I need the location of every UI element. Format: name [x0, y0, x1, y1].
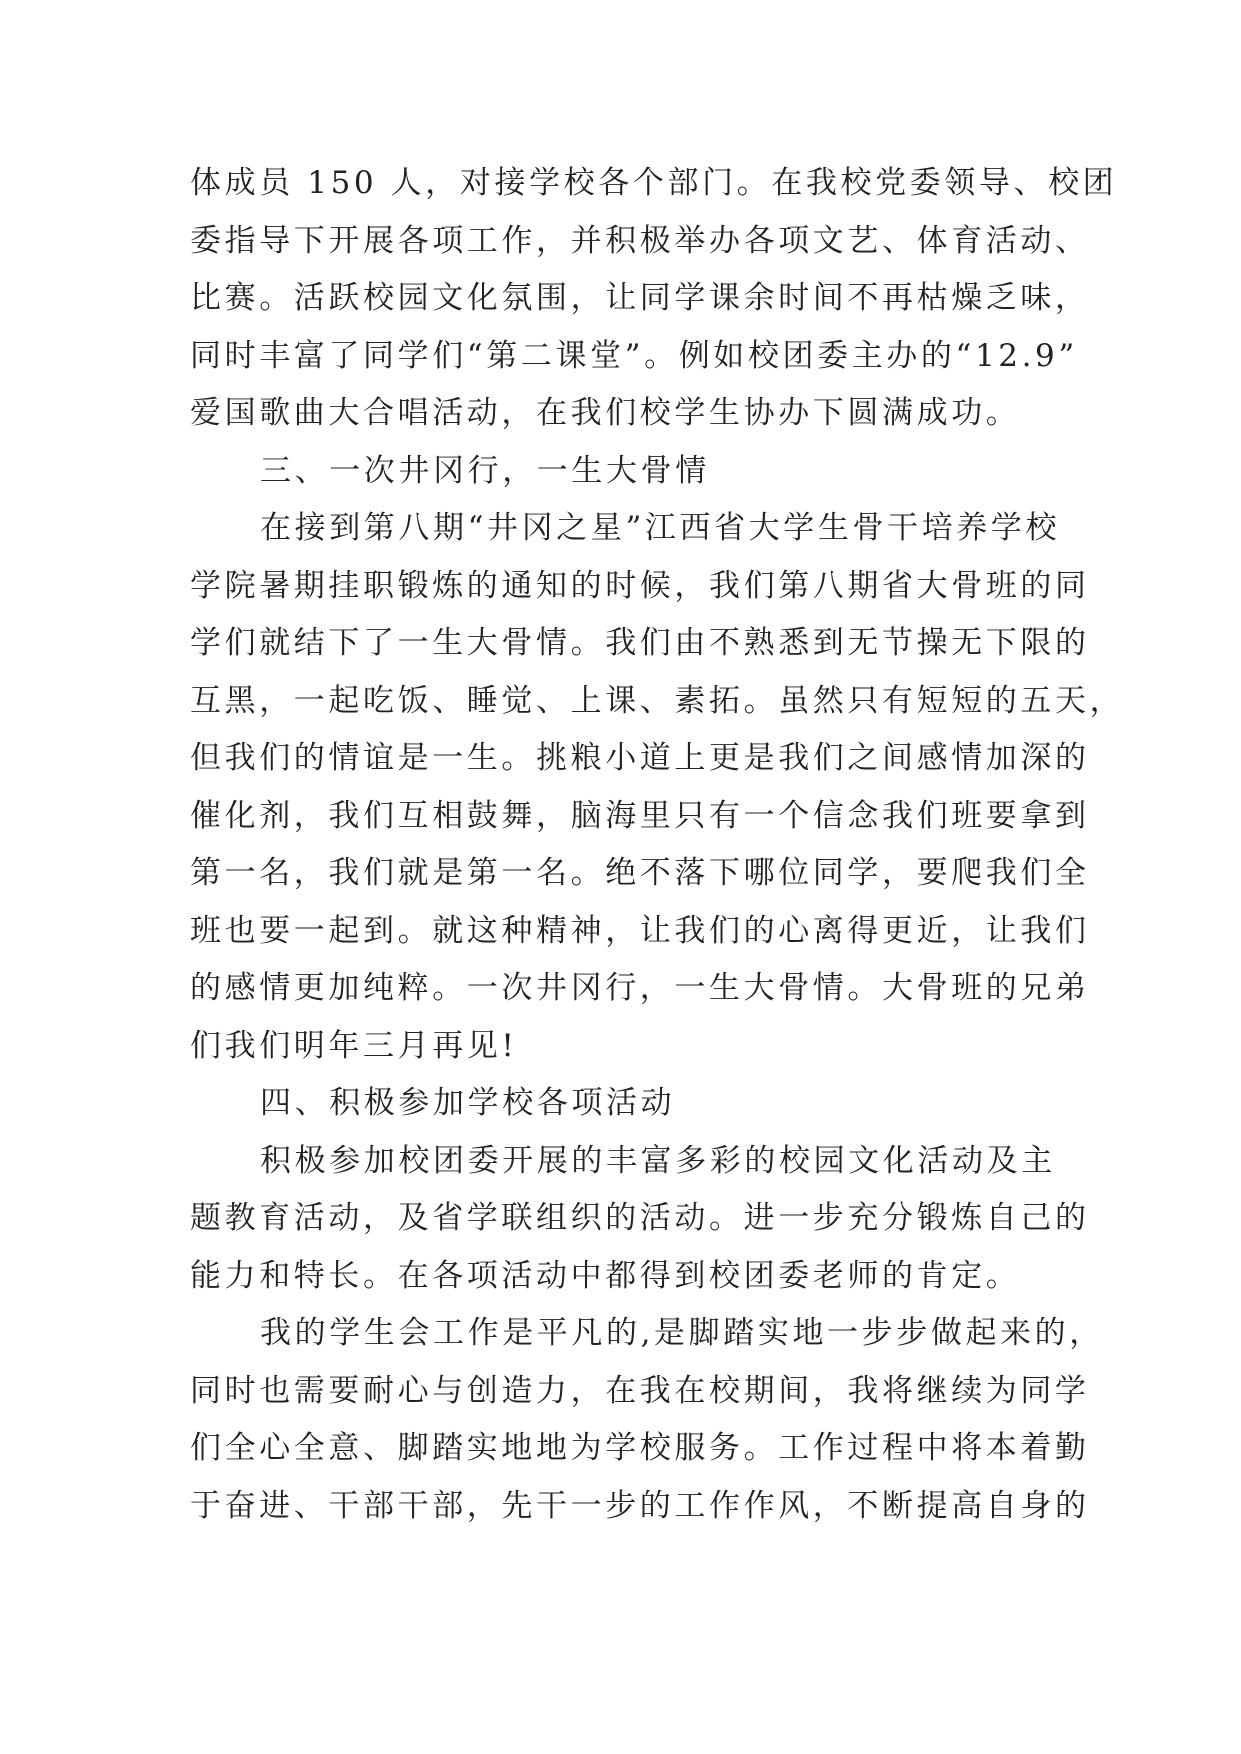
- paragraph-line: 比赛。活跃校园文化氛围，让同学课余时间不再枯燥乏味，: [190, 280, 1090, 316]
- paragraph-line: 于奋进、干部干部，先干一步的工作作风，不断提高自身的: [190, 1487, 1090, 1524]
- paragraph-line: 学们就结下了一生大骨情。我们由不熟悉到无节操无下限的: [190, 625, 1090, 661]
- paragraph-line: 积极参加校团委开展的丰富多彩的校园文化活动及主: [260, 1142, 1056, 1179]
- paragraph-line: 互黑，一起吃饭、睡觉、上课、素拓。虽然只有短短的五天，: [190, 682, 1125, 719]
- paragraph-line: 我的学生会工作是平凡的,是脚踏实地一步步做起来的，: [260, 1315, 1104, 1351]
- paragraph-line: 第一名，我们就是第一名。绝不落下哪位同学，要爬我们全: [190, 855, 1090, 891]
- paragraph-line: 们我们明年三月再见!: [190, 1027, 518, 1064]
- paragraph-line: 题教育活动，及省学联组织的活动。进一步充分锻炼自己的: [190, 1200, 1090, 1236]
- section-heading-4: 四、积极参加学校各项活动: [260, 1085, 676, 1121]
- paragraph-line: 委指导下开展各项工作，并积极举办各项文艺、体育活动、: [190, 222, 1090, 259]
- paragraph-line: 班也要一起到。就这种精神，让我们的心离得更近，让我们: [190, 912, 1090, 949]
- paragraph-line: 学院暑期挂职锻炼的通知的时候，我们第八期省大骨班的同: [190, 567, 1090, 604]
- section-heading-3: 三、一次井冈行，一生大骨情: [260, 452, 710, 489]
- paragraph-line: 催化剂，我们互相鼓舞，脑海里只有一个信念我们班要拿到: [190, 797, 1090, 834]
- paragraph-line: 爱国歌曲大合唱活动，在我们校学生协办下圆满成功。: [190, 395, 1021, 431]
- paragraph-line: 能力和特长。在各项活动中都得到校团委老师的肯定。: [190, 1257, 1021, 1294]
- paragraph-line: 但我们的情谊是一生。挑粮小道上更是我们之间感情加深的: [190, 740, 1090, 776]
- paragraph-line: 同时也需要耐心与创造力，在我在校期间，我将继续为同学: [190, 1372, 1090, 1409]
- paragraph-line: 们全心全意、脚踏实地地为学校服务。工作过程中将本着勤: [190, 1430, 1090, 1466]
- paragraph-line: 体成员 150 人，对接学校各个部门。在我校党委领导、校团: [190, 165, 1118, 201]
- paragraph-line: 的感情更加纯粹。一次井冈行，一生大骨情。大骨班的兄弟: [190, 970, 1090, 1006]
- paragraph-line: 同时丰富了同学们“第二课堂”。例如校团委主办的“12.9”: [190, 337, 1078, 374]
- document-body: [190, 155, 1125, 1535]
- paragraph-line: 在接到第八期“井冈之星”江西省大学生骨干培养学校: [260, 510, 1061, 546]
